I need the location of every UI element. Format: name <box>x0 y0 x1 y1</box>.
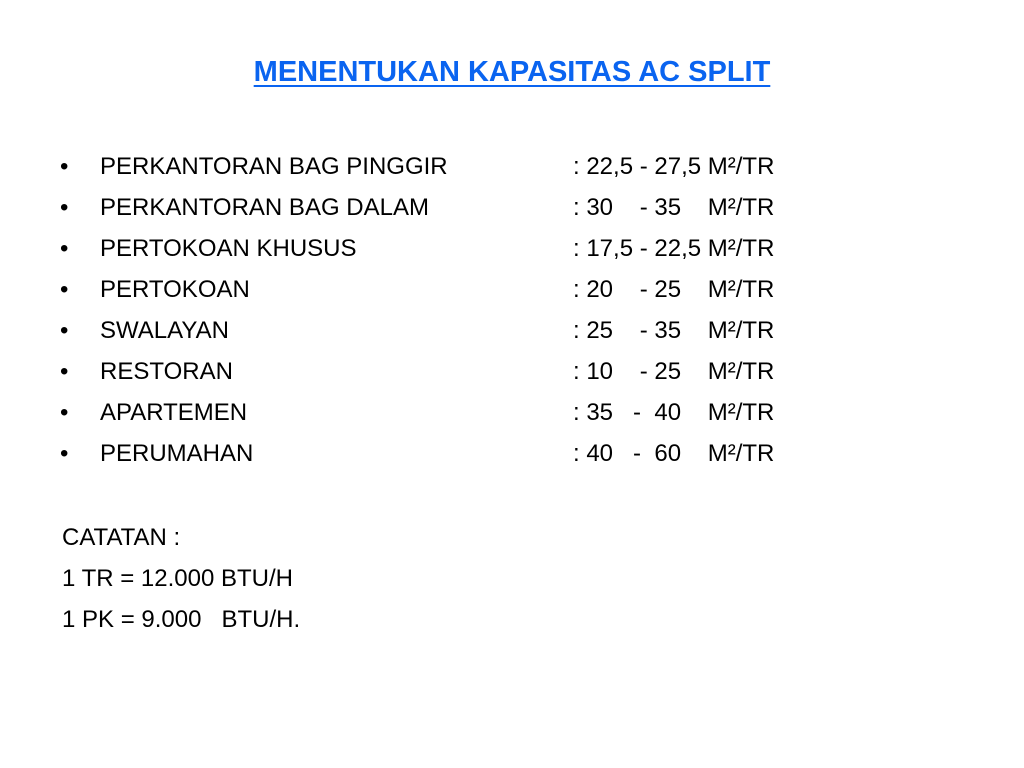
note-line: 1 PK = 9.000 BTU/H. <box>62 606 301 633</box>
item-value: : 25 - 35 M²/TR <box>573 317 775 344</box>
item-label: PERTOKOAN KHUSUS <box>100 235 357 262</box>
bullet-icon: • <box>60 399 69 426</box>
bullet-icon: • <box>60 440 69 467</box>
list-item <box>58 233 858 274</box>
item-value: : 40 - 60 M²/TR <box>573 440 775 467</box>
item-value: : 35 - 40 M²/TR <box>573 399 775 426</box>
item-label: PERTOKOAN <box>100 276 250 303</box>
capacity-list <box>58 151 858 479</box>
item-label: PERKANTORAN BAG DALAM <box>100 194 429 221</box>
bullet-icon: • <box>60 358 69 385</box>
item-label: APARTEMEN <box>100 399 248 426</box>
item-value: : 10 - 25 M²/TR <box>573 358 775 385</box>
bullet-icon: • <box>60 317 69 344</box>
list-item <box>58 356 858 397</box>
item-value: : 30 - 35 M²/TR <box>573 194 775 221</box>
item-value: : 22,5 - 27,5 M²/TR <box>573 153 775 180</box>
item-label: PERUMAHAN <box>100 440 254 467</box>
slide-title: MENENTUKAN KAPASITAS AC SPLIT <box>253 56 771 88</box>
list-item <box>58 192 858 233</box>
list-item <box>58 151 858 192</box>
item-label: PERKANTORAN BAG PINGGIR <box>100 153 448 180</box>
item-label: RESTORAN <box>100 358 233 385</box>
bullet-icon: • <box>60 194 69 221</box>
list-item <box>58 438 858 479</box>
list-item <box>58 315 858 356</box>
note-line: 1 TR = 12.000 BTU/H <box>62 565 293 592</box>
notes-section <box>62 522 300 645</box>
list-item <box>58 397 858 438</box>
notes-heading: CATATAN : <box>62 524 181 551</box>
bullet-icon: • <box>60 276 69 303</box>
item-label: SWALAYAN <box>100 317 229 344</box>
bullet-icon: • <box>60 235 69 262</box>
bullet-icon: • <box>60 153 69 180</box>
item-value: : 17,5 - 22,5 M²/TR <box>573 235 775 262</box>
list-item <box>58 274 858 315</box>
item-value: : 20 - 25 M²/TR <box>573 276 775 303</box>
